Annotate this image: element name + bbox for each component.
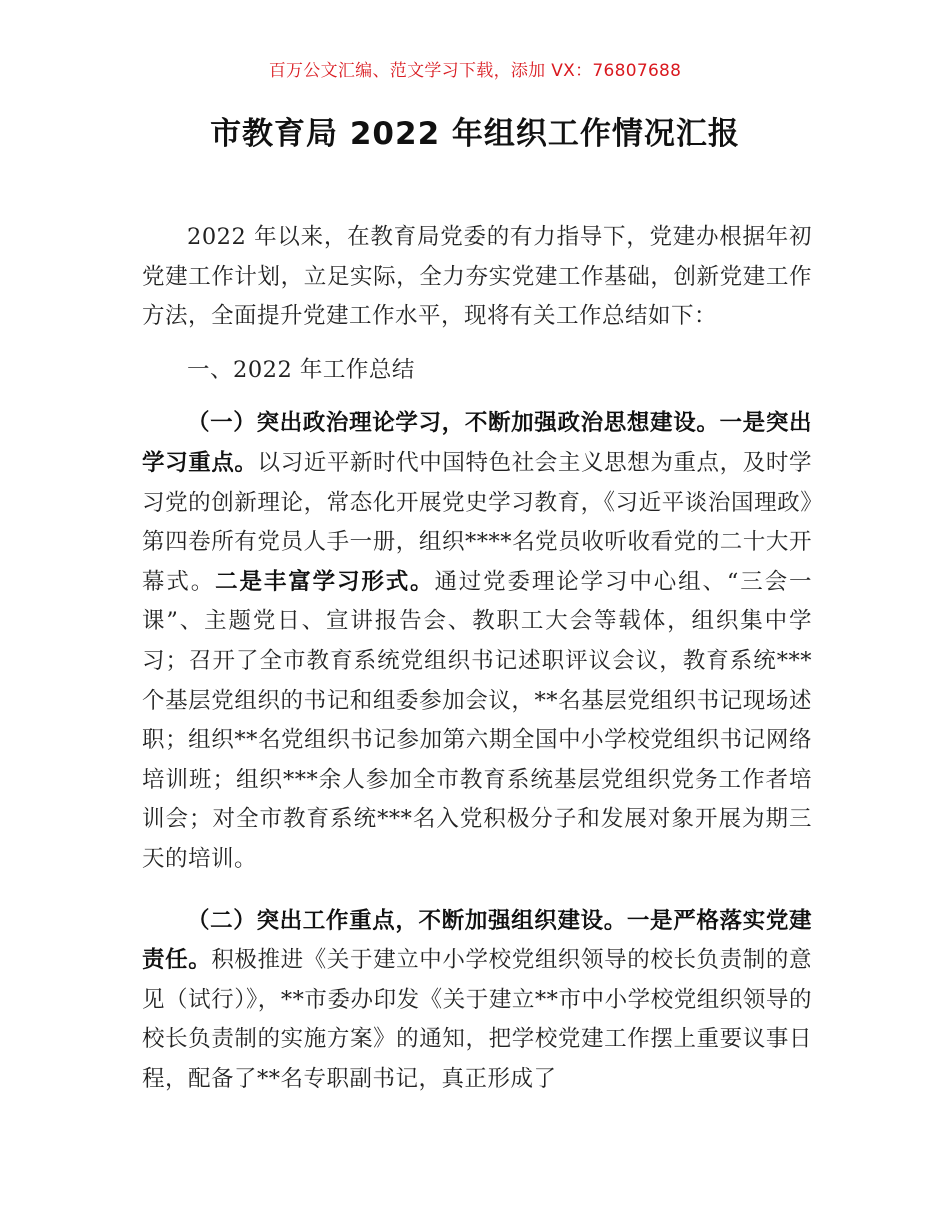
paragraph-political-study: [142, 404, 812, 879]
watermark-banner: 百万公文汇编、范文学习下载，添加 VX：76807688: [268, 61, 682, 81]
point-title: 二是丰富学习形式。: [215, 568, 435, 595]
point-title: 一是突出学习重点。: [142, 410, 812, 476]
point-title: 一是严格落实党建责任。: [142, 907, 812, 974]
paragraph-organization-building: [142, 902, 812, 1100]
point-text: 积极推进《关于建立中小学校党组织领导的校长负责制的意见（试行）》，**市委办印发《关于建立**市中小学校党组织领导的校长负责制的实施方案》的通知，把学校党建工作摆上重要议事日程，配备了**名专职副书记，真正形成了: [142, 947, 812, 1092]
point-text: 以习近平新时代中国特色社会主义思想为重点，及时学习党的创新理论，常态化开展党史学习教育，《习近平谈治国理政》第四卷所有党员人手一册，组织****名党员收听收看党的二十大开幕式。: [142, 449, 812, 595]
paragraph-lead: （一）突出政治理论学习，不断加强政治思想建设。: [187, 410, 720, 437]
paragraph-lead: （二）突出工作重点，不断加强组织建设。: [187, 907, 627, 934]
intro-paragraph: 2022 年以来，在教育局党委的有力指导下，党建办根据年初党建工作计划，立足实际，全力夯实党建工作基础，创新党建工作方法，全面提升党建工作水平，现将有关工作总结如下：: [142, 224, 812, 330]
point-text: 通过党委理论学习中心组、“三会一课”、主题党日、宣讲报告会、教职工大会等载体，组织集中学习；召开了全市教育系统党组织书记述职评议会议，教育系统***个基层党组织的书记和组委参加会议，**名基层党组织书记现场述职；组织**名党组织书记参加第六期全国中小学校党组织书记网络培训班；组织***余人参加全市教育系统基层党组织党务工作者培训会；对全市教育系统***名入党积极分子和发展对象开展为期三天的培训。: [142, 568, 812, 872]
document-body: [142, 218, 812, 1113]
page-title: 市教育局 2022 年组织工作情况汇报: [210, 116, 740, 152]
section-heading: 一、2022 年工作总结: [187, 356, 415, 383]
